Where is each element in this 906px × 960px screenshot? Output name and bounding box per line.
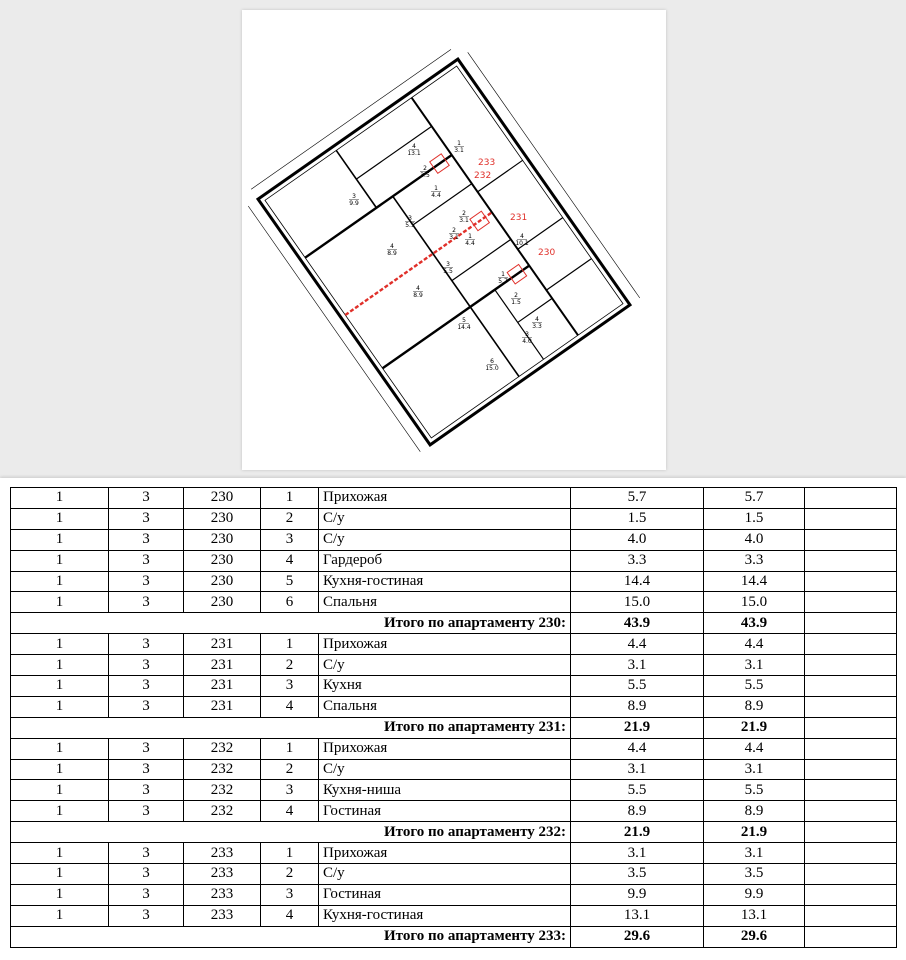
table-cell: 4	[261, 696, 319, 717]
table-cell: 5.5	[704, 676, 805, 697]
table-cell: 230	[184, 508, 261, 529]
table-cell	[805, 801, 897, 822]
room-label	[454, 140, 464, 154]
total-area-adjusted: 29.6	[704, 926, 805, 947]
table-cell: 230	[184, 550, 261, 571]
table-cell: 3	[261, 780, 319, 801]
table-cell: 13.1	[571, 905, 704, 926]
table-cell: 230	[184, 592, 261, 613]
room-area: 14.4	[457, 324, 471, 331]
room-number: 6	[490, 358, 494, 365]
room-area: 4.4	[465, 240, 475, 247]
table-row	[11, 676, 897, 697]
table-cell	[805, 905, 897, 926]
table-cell: Кухня	[319, 676, 571, 697]
table-cell: 3	[109, 655, 184, 676]
total-label: Итого по апартаменту 231:	[11, 717, 571, 738]
table-cell: 15.0	[571, 592, 704, 613]
table-cell: 3	[109, 864, 184, 885]
table-cell: 14.4	[704, 571, 805, 592]
table-cell: 3	[109, 801, 184, 822]
room-label	[511, 292, 521, 306]
table-cell: 1	[11, 592, 109, 613]
table-cell: 3	[109, 905, 184, 926]
room-label	[443, 261, 453, 275]
table-cell: 1.5	[704, 508, 805, 529]
table-cell	[805, 864, 897, 885]
table-cell: 4.4	[704, 634, 805, 655]
table-cell: 1	[11, 759, 109, 780]
corridor-wall	[412, 98, 578, 336]
room-area: 8.9	[413, 292, 423, 299]
table-cell: 1	[11, 864, 109, 885]
room-explication-table	[10, 487, 897, 948]
total-label: Итого по апартаменту 232:	[11, 822, 571, 843]
table-row	[11, 843, 897, 864]
table-cell: Гостиная	[319, 801, 571, 822]
table-cell: 1	[261, 738, 319, 759]
table-cell: 1	[261, 488, 319, 509]
total-row	[11, 822, 897, 843]
table-cell: 1	[261, 634, 319, 655]
table-cell	[805, 508, 897, 529]
dimension-line-right	[468, 52, 640, 298]
table-cell: 4.4	[704, 738, 805, 759]
table-cell: 1	[11, 634, 109, 655]
table-cell: 3.1	[704, 843, 805, 864]
table-cell: 8.9	[571, 696, 704, 717]
table-cell: 3	[109, 780, 184, 801]
room-area: 15.0	[485, 365, 499, 372]
table-cell: Кухня-гостиная	[319, 571, 571, 592]
room-area: 5.5	[443, 268, 453, 275]
room-label	[465, 233, 475, 247]
room-area: 3.5	[420, 172, 430, 179]
table-cell: 232	[184, 738, 261, 759]
table-cell	[805, 843, 897, 864]
partition-233-232	[305, 155, 452, 258]
table-cell: 15.0	[704, 592, 805, 613]
room-area: 3.1	[449, 234, 459, 241]
table-cell	[805, 738, 897, 759]
table-cell: С/у	[319, 655, 571, 676]
room-number: 1	[468, 233, 472, 240]
room-label	[431, 185, 441, 199]
table-cell	[805, 676, 897, 697]
table-row	[11, 550, 897, 571]
table-cell: 230	[184, 488, 261, 509]
table-row	[11, 508, 897, 529]
room-label	[407, 143, 421, 157]
table-cell: 3.3	[704, 550, 805, 571]
total-row	[11, 926, 897, 947]
total-area: 29.6	[571, 926, 704, 947]
table-cell: 4.0	[704, 529, 805, 550]
room-label	[449, 227, 459, 241]
room-number: 4	[520, 233, 524, 240]
room-number: 2	[423, 165, 427, 172]
table-cell: 9.9	[704, 884, 805, 905]
table-cell: 2	[261, 864, 319, 885]
room-number: 1	[434, 185, 438, 192]
table-cell: 3.1	[571, 843, 704, 864]
room-area: 4.4	[431, 192, 441, 199]
table-cell-empty	[805, 822, 897, 843]
table-cell: Кухня-ниша	[319, 780, 571, 801]
room-number: 1	[457, 140, 461, 147]
table-cell: 3.5	[704, 864, 805, 885]
table-cell: 1	[11, 801, 109, 822]
floor-plan-card	[242, 10, 666, 470]
room-area: 8.9	[387, 250, 397, 257]
room-label	[522, 331, 532, 345]
room-area: 10.1	[515, 240, 529, 247]
table-cell: 3	[109, 696, 184, 717]
floor-plan-drawing	[242, 10, 666, 470]
table-body	[11, 488, 897, 948]
total-area: 21.9	[571, 822, 704, 843]
table-cell: 1	[11, 905, 109, 926]
table-cell: 231	[184, 676, 261, 697]
table-cell: 3	[109, 550, 184, 571]
apartment-tag: 232	[474, 171, 492, 181]
table-row	[11, 801, 897, 822]
room-area: 5.5	[405, 222, 415, 229]
apartment-tag: 231	[510, 213, 528, 223]
room-label	[532, 316, 542, 330]
table-cell: 13.1	[704, 905, 805, 926]
room-label	[457, 317, 471, 331]
table-cell: 233	[184, 884, 261, 905]
room-label	[515, 233, 529, 247]
table-cell: 1	[11, 780, 109, 801]
room-number: 3	[352, 193, 356, 200]
table-cell: 5.7	[571, 488, 704, 509]
room-number: 3	[446, 261, 450, 268]
apartment-tag: 230	[538, 248, 556, 258]
dimension-line-left	[248, 206, 420, 452]
table-cell	[805, 488, 897, 509]
table-cell: 3	[109, 508, 184, 529]
table-cell: 3	[261, 884, 319, 905]
room-number: 3	[525, 331, 529, 338]
room-number: 1	[501, 271, 505, 278]
table-cell: 5.5	[571, 780, 704, 801]
table-cell-empty	[805, 926, 897, 947]
table-cell: С/у	[319, 529, 571, 550]
table-cell: 2	[261, 759, 319, 780]
table-cell: 5.5	[704, 780, 805, 801]
total-label: Итого по апартаменту 233:	[11, 926, 571, 947]
total-row	[11, 613, 897, 634]
table-cell	[805, 634, 897, 655]
table-cell: 231	[184, 696, 261, 717]
table-cell: 230	[184, 529, 261, 550]
table-cell-empty	[805, 717, 897, 738]
table-cell: 1	[11, 738, 109, 759]
room-number: 2	[452, 227, 456, 234]
table-cell: 4.0	[571, 529, 704, 550]
table-cell	[805, 780, 897, 801]
table-cell: 4.4	[571, 634, 704, 655]
table-cell: 232	[184, 801, 261, 822]
table-cell	[805, 592, 897, 613]
table-cell: 1	[11, 550, 109, 571]
table-row	[11, 780, 897, 801]
table-cell: 3	[261, 676, 319, 697]
table-cell	[805, 759, 897, 780]
room-area: 3.3	[532, 323, 542, 330]
table-cell: 1	[11, 488, 109, 509]
apartment-tag: 233	[478, 158, 496, 168]
table-cell: 8.9	[571, 801, 704, 822]
room-label	[387, 243, 397, 257]
room-number: 3	[408, 215, 412, 222]
table-cell: 3	[109, 738, 184, 759]
table-cell: Кухня-гостиная	[319, 905, 571, 926]
table-cell: 3.1	[704, 759, 805, 780]
room-number: 4	[535, 316, 539, 323]
room-number: 2	[462, 210, 466, 217]
room-number: 2	[514, 292, 518, 299]
room-area: 3.1	[459, 217, 469, 224]
table-cell: 3.3	[571, 550, 704, 571]
room-label	[498, 271, 508, 285]
table-cell: Спальня	[319, 696, 571, 717]
table-cell: 1	[11, 884, 109, 905]
table-row	[11, 488, 897, 509]
room-number: 4	[416, 285, 420, 292]
table-cell: 1	[261, 843, 319, 864]
table-cell: 1	[11, 529, 109, 550]
table-cell: 3.1	[571, 759, 704, 780]
room-area: 5.7	[498, 278, 508, 285]
table-cell: 233	[184, 843, 261, 864]
table-row	[11, 884, 897, 905]
table-row	[11, 529, 897, 550]
room-labels	[349, 140, 542, 372]
table-row	[11, 905, 897, 926]
table-cell: 1.5	[571, 508, 704, 529]
total-label: Итого по апартаменту 230:	[11, 613, 571, 634]
table-cell	[805, 550, 897, 571]
table-cell: 2	[261, 655, 319, 676]
room-number: 4	[412, 143, 416, 150]
table-cell: 3	[109, 488, 184, 509]
table-cell: 3	[109, 843, 184, 864]
table-cell: Прихожая	[319, 488, 571, 509]
explication-table-card	[0, 478, 906, 960]
table-cell: С/у	[319, 759, 571, 780]
total-area: 21.9	[571, 717, 704, 738]
table-cell: 1	[11, 676, 109, 697]
table-cell: 4.4	[571, 738, 704, 759]
table-cell: 231	[184, 655, 261, 676]
table-cell: 4	[261, 905, 319, 926]
table-cell: 1	[11, 571, 109, 592]
table-cell: 3	[109, 592, 184, 613]
table-cell: 14.4	[571, 571, 704, 592]
table-cell: 8.9	[704, 696, 805, 717]
table-cell: 3	[109, 634, 184, 655]
room-label	[413, 285, 423, 299]
room-area: 9.9	[349, 200, 359, 207]
table-cell: 4	[261, 550, 319, 571]
table-cell: 5	[261, 571, 319, 592]
table-row	[11, 864, 897, 885]
table-cell: 1	[11, 655, 109, 676]
room-area: 3.1	[454, 147, 464, 154]
table-cell: Прихожая	[319, 843, 571, 864]
table-cell: Спальня	[319, 592, 571, 613]
table-cell: 230	[184, 571, 261, 592]
table-row	[11, 655, 897, 676]
table-cell: 1	[11, 843, 109, 864]
table-cell: 3	[109, 676, 184, 697]
table-cell-empty	[805, 613, 897, 634]
table-cell	[805, 655, 897, 676]
corridor-split-3	[546, 259, 591, 291]
table-row	[11, 738, 897, 759]
table-row	[11, 634, 897, 655]
table-cell: 3.1	[571, 655, 704, 676]
table-row	[11, 696, 897, 717]
table-cell: 1	[11, 696, 109, 717]
dimension-line-top	[251, 49, 451, 189]
table-cell: 233	[184, 905, 261, 926]
table-cell: 233	[184, 864, 261, 885]
room-number: 5	[462, 317, 466, 324]
outer-wall-inner-line	[265, 66, 623, 438]
room-label	[420, 165, 430, 179]
table-cell: 5.5	[571, 676, 704, 697]
room-label	[459, 210, 469, 224]
room-number: 4	[390, 243, 394, 250]
table-cell: 3	[109, 759, 184, 780]
total-area-adjusted: 21.9	[704, 822, 805, 843]
table-cell: 4	[261, 801, 319, 822]
table-cell: 8.9	[704, 801, 805, 822]
table-cell: 9.9	[571, 884, 704, 905]
table-cell	[805, 696, 897, 717]
table-cell: 3.1	[704, 655, 805, 676]
table-cell: 3	[109, 529, 184, 550]
table-cell: 3	[109, 571, 184, 592]
table-cell: Гардероб	[319, 550, 571, 571]
table-cell: 6	[261, 592, 319, 613]
total-area-adjusted: 21.9	[704, 717, 805, 738]
table-cell: 231	[184, 634, 261, 655]
table-cell: 3.5	[571, 864, 704, 885]
table-cell: 1	[11, 508, 109, 529]
table-cell	[805, 529, 897, 550]
table-cell: С/у	[319, 864, 571, 885]
table-cell: 232	[184, 759, 261, 780]
table-row	[11, 571, 897, 592]
table-cell: С/у	[319, 508, 571, 529]
table-cell: 232	[184, 780, 261, 801]
table-cell	[805, 884, 897, 905]
table-cell: 3	[109, 884, 184, 905]
table-cell: 2	[261, 508, 319, 529]
table-cell: Гостиная	[319, 884, 571, 905]
room-area: 1.5	[511, 299, 521, 306]
total-area: 43.9	[571, 613, 704, 634]
room-area: 13.1	[407, 150, 421, 157]
table-cell: 3	[261, 529, 319, 550]
room-area: 4.0	[522, 338, 532, 345]
table-row	[11, 759, 897, 780]
room-label	[485, 358, 499, 372]
total-area-adjusted: 43.9	[704, 613, 805, 634]
table-cell: Прихожая	[319, 634, 571, 655]
partition-232-231	[345, 212, 492, 315]
table-cell: 5.7	[704, 488, 805, 509]
table-cell: Прихожая	[319, 738, 571, 759]
table-row	[11, 592, 897, 613]
total-row	[11, 717, 897, 738]
table-cell	[805, 571, 897, 592]
room-label	[349, 193, 359, 207]
